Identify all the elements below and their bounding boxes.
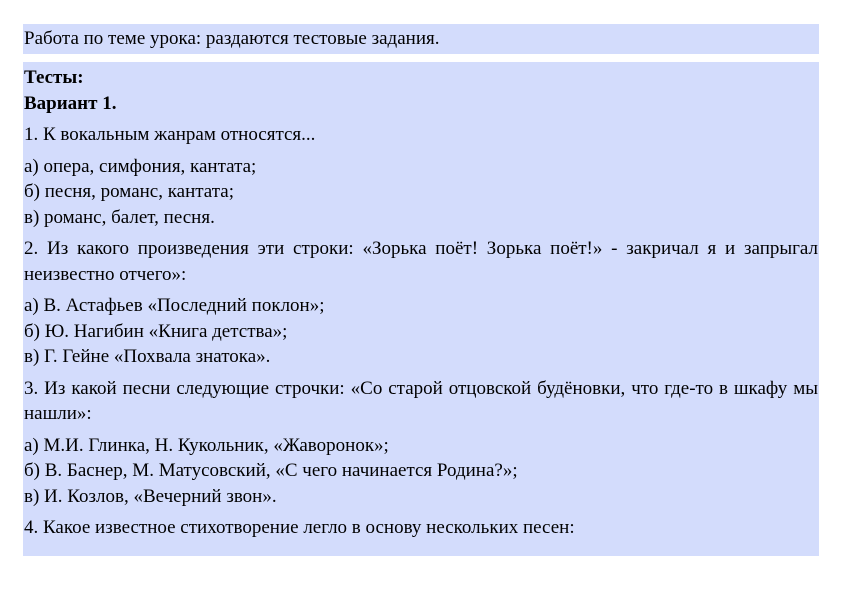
intro-text: Работа по теме урока: раздаются тестовые задания. [24, 28, 440, 49]
question-1-options [24, 154, 818, 231]
question-3: 3. Из какой песни следующие строчки: «Со старой отцовской будёновки, что где-то в шкафу мы нашли»: [24, 377, 818, 424]
question-4: 4. Какое известное стихотворение легло в основу нескольких песен: [24, 517, 575, 538]
tests-heading: Тесты: [24, 67, 84, 88]
test-block [23, 62, 819, 556]
variant-heading: Вариант 1. [24, 92, 117, 114]
question-2-options [24, 293, 818, 370]
question-1-option-b: б) песня, романс, кантата; [24, 181, 234, 202]
question-2-option-b: б) Ю. Нагибин «Книга детства»; [24, 320, 288, 342]
question-3-option-b: б) В. Баснер, М. Матусовский, «С чего начинается Родина?»; [24, 460, 518, 481]
question-2-option-c: в) Г. Гейне «Похвала знатока». [24, 346, 271, 367]
question-3-option-a: а) М.И. Глинка, Н. Кукольник, «Жаворонок»; [24, 434, 389, 456]
question-1: 1. К вокальным жанрам относятся... [24, 124, 316, 145]
question-1-option-a: а) опера, симфония, кантата; [24, 155, 257, 177]
intro-block [23, 24, 819, 54]
question-3-option-c: в) И. Козлов, «Вечерний звон». [24, 485, 277, 507]
question-2: 2. Из какого произведения эти строки: «Зорька поёт! Зорька поёт!» - закричал я и запрыгал неизвестно отчего»: [24, 238, 818, 285]
question-1-option-c: в) романс, балет, песня. [24, 206, 215, 228]
question-3-options [24, 433, 818, 510]
question-2-option-a: а) В. Астафьев «Последний поклон»; [24, 295, 325, 316]
